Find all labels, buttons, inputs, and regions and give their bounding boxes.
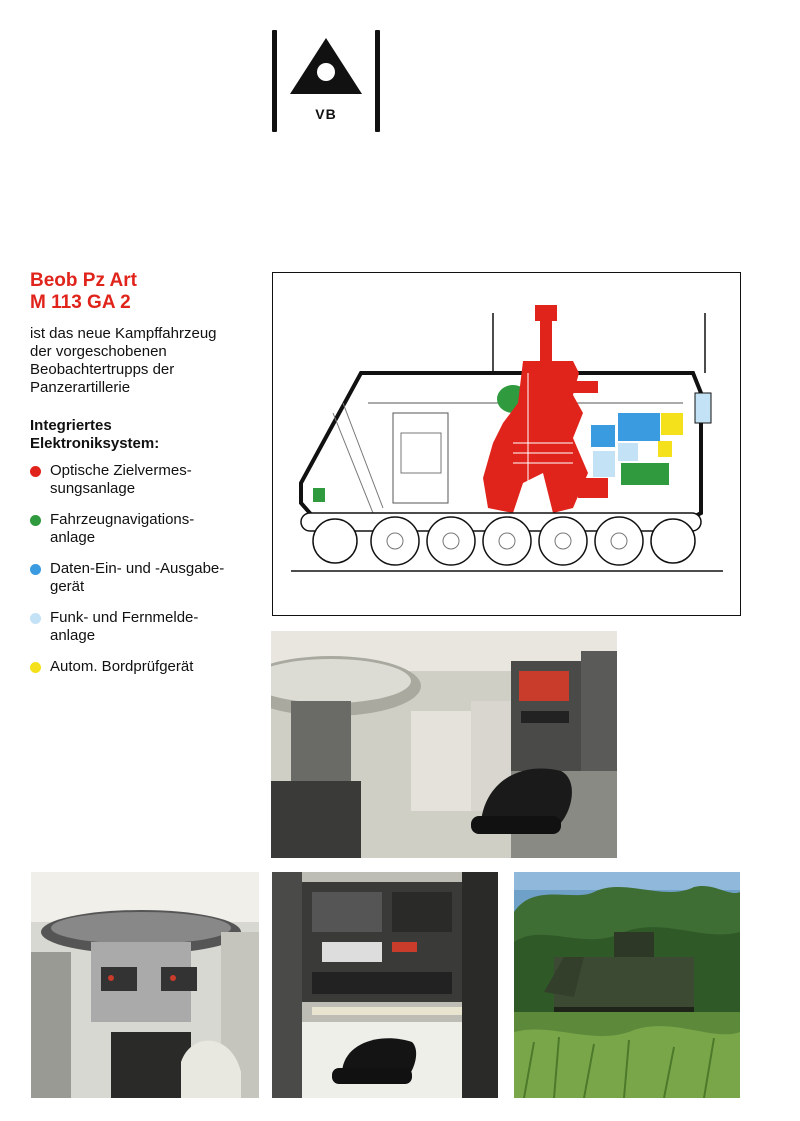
operator-station-image <box>271 631 617 858</box>
legend-item-data-io <box>30 560 270 596</box>
legend-item-optics <box>30 462 270 498</box>
legend-label: Funk- und Fernmelde- <box>50 609 199 626</box>
legend-label: gerät <box>50 578 85 595</box>
intro-paragraph <box>30 325 260 397</box>
green-dot-icon <box>30 515 41 526</box>
legend-item-navigation <box>30 511 270 547</box>
legend-label: Daten-Ein- und -Ausgabe- <box>50 560 225 577</box>
intro-line: Panzerartillerie <box>30 379 131 396</box>
turret-ring-image <box>31 872 259 1098</box>
legend-label: anlage <box>50 529 96 546</box>
cutaway-vehicle-diagram <box>272 272 741 616</box>
section-heading <box>30 417 260 453</box>
red-dot-icon <box>30 466 41 477</box>
intro-line: Beobachtertrupps der <box>30 361 175 378</box>
yellow-dot-icon <box>30 662 41 673</box>
legend-label: Autom. Bordprüfgerät <box>50 658 194 675</box>
triangle-circle-icon <box>286 34 366 104</box>
legend-label: sungsanlage <box>50 480 136 497</box>
vehicle-in-field-photo <box>514 872 740 1098</box>
light-blue-dot-icon <box>30 613 41 624</box>
legend-item-radio <box>30 609 270 645</box>
title-line-2: M 113 GA 2 <box>30 292 131 313</box>
vb-logo <box>272 30 380 132</box>
interior-turret-ring-photo <box>31 872 259 1098</box>
section-heading-line: Integriertes <box>30 417 112 434</box>
section-heading-line: Elektroniksystem: <box>30 435 160 452</box>
intro-line: ist das neue Kampffahrzeug <box>30 325 217 342</box>
logo-label: VB <box>315 106 337 122</box>
interior-operator-station-photo <box>271 631 617 858</box>
title-line-1: Beob Pz Art <box>30 270 137 291</box>
color-legend <box>30 462 270 689</box>
interior-electronics-rack-photo <box>272 872 498 1098</box>
legend-label: Fahrzeugnavigations- <box>50 511 195 528</box>
legend-label: anlage <box>50 627 96 644</box>
vehicle-cutaway-drawing <box>273 273 739 614</box>
electronics-rack-image <box>272 872 498 1098</box>
blue-dot-icon <box>30 564 41 575</box>
legend-label: Optische Zielvermes- <box>50 462 192 479</box>
vehicle-field-image <box>514 872 740 1098</box>
legend-item-test-device <box>30 658 270 676</box>
intro-line: der vorgeschobenen <box>30 343 167 360</box>
page-title <box>30 270 260 314</box>
